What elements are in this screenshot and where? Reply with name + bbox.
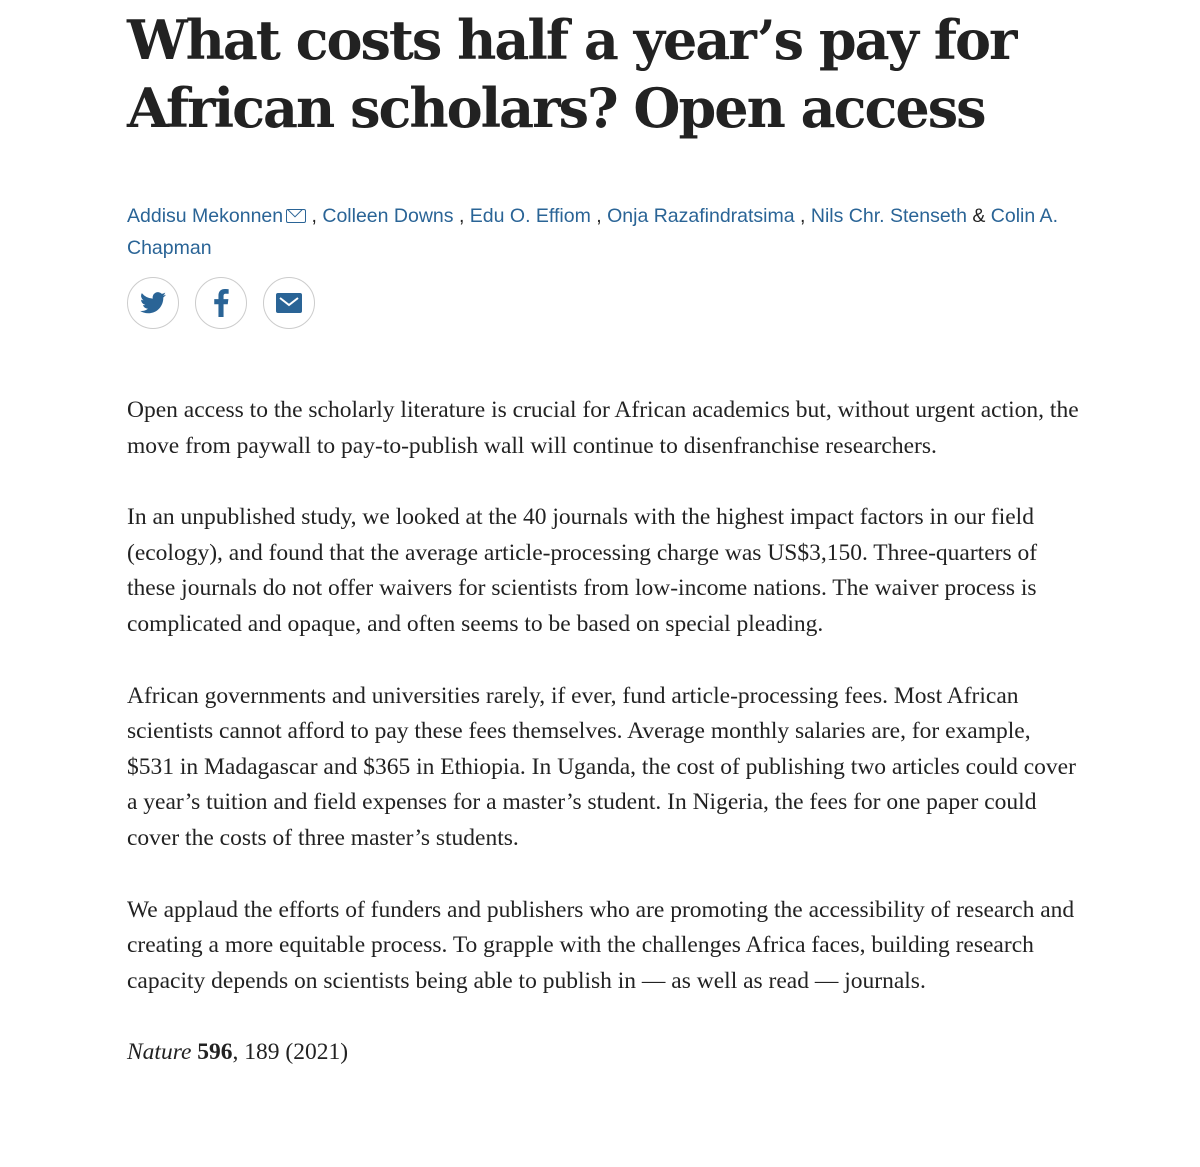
author-link[interactable]: Colleen Downs: [322, 205, 454, 227]
share-buttons: [127, 277, 1082, 329]
share-email-button[interactable]: [263, 277, 315, 329]
citation-journal: Nature: [127, 1039, 192, 1066]
paragraph: Open access to the scholarly literature is crucial for African academics but, without urgent action, the move from paywall to pay-to-publish wall will continue to disenfranchise researchers.: [127, 397, 1079, 459]
author-link[interactable]: Colin A. Chapman: [127, 205, 1058, 259]
paragraph: We applaud the efforts of funders and publishers who are promoting the accessibility of research and creating a more equitable process. To grapple with the challenges Africa faces, building research capacity depends on scientists being able to publish in — as well as read — journals.: [127, 896, 1075, 994]
email-icon: [276, 293, 302, 313]
separator: &: [966, 205, 991, 227]
author-link[interactable]: Nils Chr. Stenseth: [810, 205, 967, 227]
citation-pages-year: , 189 (2021): [232, 1039, 349, 1066]
author-list: [127, 200, 1082, 264]
facebook-icon: [213, 289, 229, 317]
paragraph: In an unpublished study, we looked at the 40 journals with the highest impact factors in our field (ecology), and found that the average article-processing charge was US$3,150. Three-quarters of these journals do not offer waivers for scientists from low-income nations. The waiver process is complicated and opaque, and often seems to be based on special pleading.: [127, 504, 1038, 637]
article: [127, 0, 1082, 1071]
citation: [127, 1035, 1082, 1071]
email-icon[interactable]: [286, 209, 306, 223]
article-title: What costs half a year’s pay for African scholars? Open access: [127, 8, 1016, 140]
separator: ,: [306, 205, 323, 227]
article-body: [127, 393, 1082, 1071]
citation-volume: 596: [197, 1039, 233, 1066]
separator: ,: [453, 205, 470, 227]
author-link[interactable]: Edu O. Effiom: [469, 205, 591, 227]
separator: ,: [794, 205, 811, 227]
separator: ,: [590, 205, 608, 227]
author-link[interactable]: Onja Razafindratsima: [607, 205, 795, 227]
author-link[interactable]: Addisu Mekonnen: [127, 205, 284, 227]
twitter-icon: [140, 292, 166, 314]
paragraph: African governments and universities rarely, if ever, fund article-processing fees. Most African scientists cannot afford to pay these fees themselves. Average monthly salaries are, for example, $531 in Madagascar and $365 in Ethiopia. In Uganda, the cost of publishing two articles could cover a year’s tuition and field expenses for a master’s student. In Nigeria, the fees for one paper could cover the costs of three master’s students.: [127, 682, 1076, 851]
share-twitter-button[interactable]: [127, 277, 179, 329]
share-facebook-button[interactable]: [195, 277, 247, 329]
